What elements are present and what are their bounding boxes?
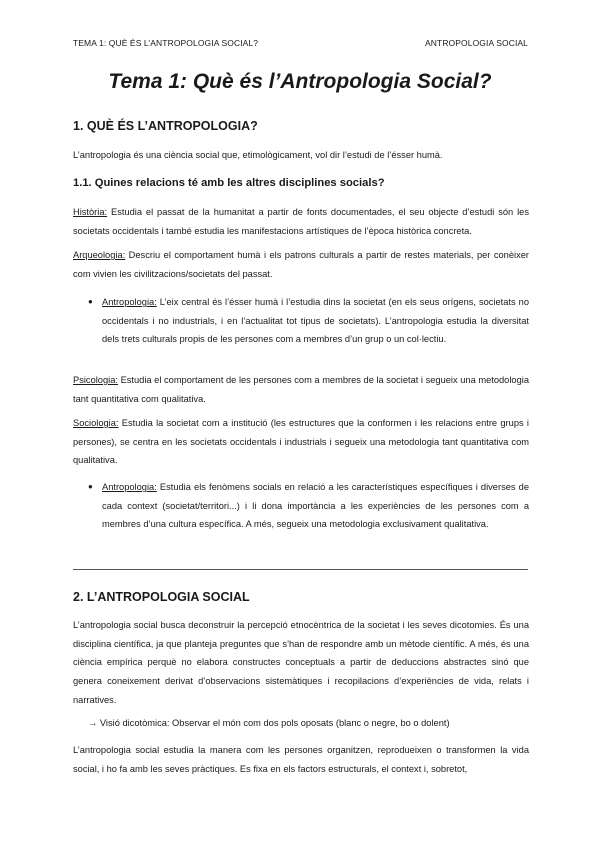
section-2-heading: 2. L’ANTROPOLOGIA SOCIAL <box>73 590 250 604</box>
header-right: ANTROPOLOGIA SOCIAL <box>425 38 528 48</box>
document-title: Tema 1: Què és l’Antropologia Social? <box>108 70 492 93</box>
running-header <box>73 38 528 48</box>
paragraph-sociologia <box>73 414 529 470</box>
section-2-paragraph-1: L’antropologia social busca deconstruir la percepció etnocèntrica de la societat i les seves dicotomies. És una disciplina científica, ja que planteja preguntes que s’han de respondre amb un mètode científic. A més, és una ciència empírica perquè no elabora constructes conceptuals a partir de deduccions abstractes sinó que genera coneixement derivat d’observacions sistemàtiques i recopilacions d’experiències de vida, relats i narratives. <box>73 620 529 705</box>
section-divider <box>73 569 528 570</box>
section-1-intro: L’antropologia és una ciència social que, etimològicament, vol dir l’estudi de l’ésser humà. <box>73 150 443 160</box>
term-arqueologia: Arqueologia: <box>73 250 126 260</box>
dichotomy-note: → Visió dicotòmica: Observar el món com dos pols oposats (blanc o negre, bo o dolent) <box>88 718 450 728</box>
text-antropologia-1: L’eix central és l’ésser humà i l’estudia dins la societat (en els seus orígens, societats no occidentals i no industrials, i en l’actualitat tot tipus de societats). L’antropologia estudia la diversitat dels trets culturals propis de les persones com a membres d’un grup o un col·lectiu. <box>102 297 529 345</box>
term-psicologia: Psicologia: <box>73 375 118 385</box>
term-historia: Història: <box>73 207 108 217</box>
paragraph-psicologia <box>73 371 529 408</box>
term-antropologia-1: Antropologia: <box>102 297 157 307</box>
bullet-antropologia-1 <box>86 293 529 349</box>
text-antropologia-2: Estudia els fenòmens socials en relació a les característiques específiques i diverses de cada context (societat/territori...) i li dona importància a les experiències de les persones com a membres d’una cultura específica. A més, segueix una metodologia exclusivament qualitativa. <box>102 482 529 530</box>
term-sociologia: Sociologia: <box>73 418 119 428</box>
section-2-paragraph-2: L’antropologia social estudia la manera com les persones organitzen, reprodueixen o transformen la vida social, i ho fa amb les seves pràctiques. Es fixa en els factors estructurals, el context i, sobretot, <box>73 745 529 774</box>
header-left: TEMA 1: QUÈ ÉS L’ANTROPOLOGIA SOCIAL? <box>73 38 259 48</box>
text-arqueologia: Descriu el comportament humà i els patrons culturals a partir de restes materials, per conèixer com vivien les civilitzacions/societats del passat. <box>73 250 529 279</box>
bullet-dot-icon: ● <box>88 297 93 306</box>
subsection-1-1-heading: 1.1. Quines relacions té amb les altres disciplines socials? <box>73 177 385 189</box>
bullet-dot-icon: ● <box>88 482 93 491</box>
paragraph-arqueologia <box>73 246 529 283</box>
bullet-antropologia-2 <box>86 478 529 534</box>
text-sociologia: Estudia la societat com a institució (les estructures que la conformen i les relacions entre grups i persones), se centra en les societats occidentals i industrials i segueix una metodologia tant quantitativa com qualitativa. <box>73 418 529 466</box>
text-historia: Estudia el passat de la humanitat a partir de fonts documentades, el seu objecte d’estudi són les societats occidentals i també estudia les manifestacions artístiques de l’època històrica concreta. <box>73 207 529 236</box>
paragraph-historia <box>73 203 529 240</box>
text-psicologia: Estudia el comportament de les persones com a membres de la societat i segueix una metodologia tant quantitativa com qualitativa. <box>73 375 529 404</box>
term-antropologia-2: Antropologia: <box>102 482 157 492</box>
section-1-heading: 1. QUÈ ÉS L’ANTROPOLOGIA? <box>73 119 258 133</box>
